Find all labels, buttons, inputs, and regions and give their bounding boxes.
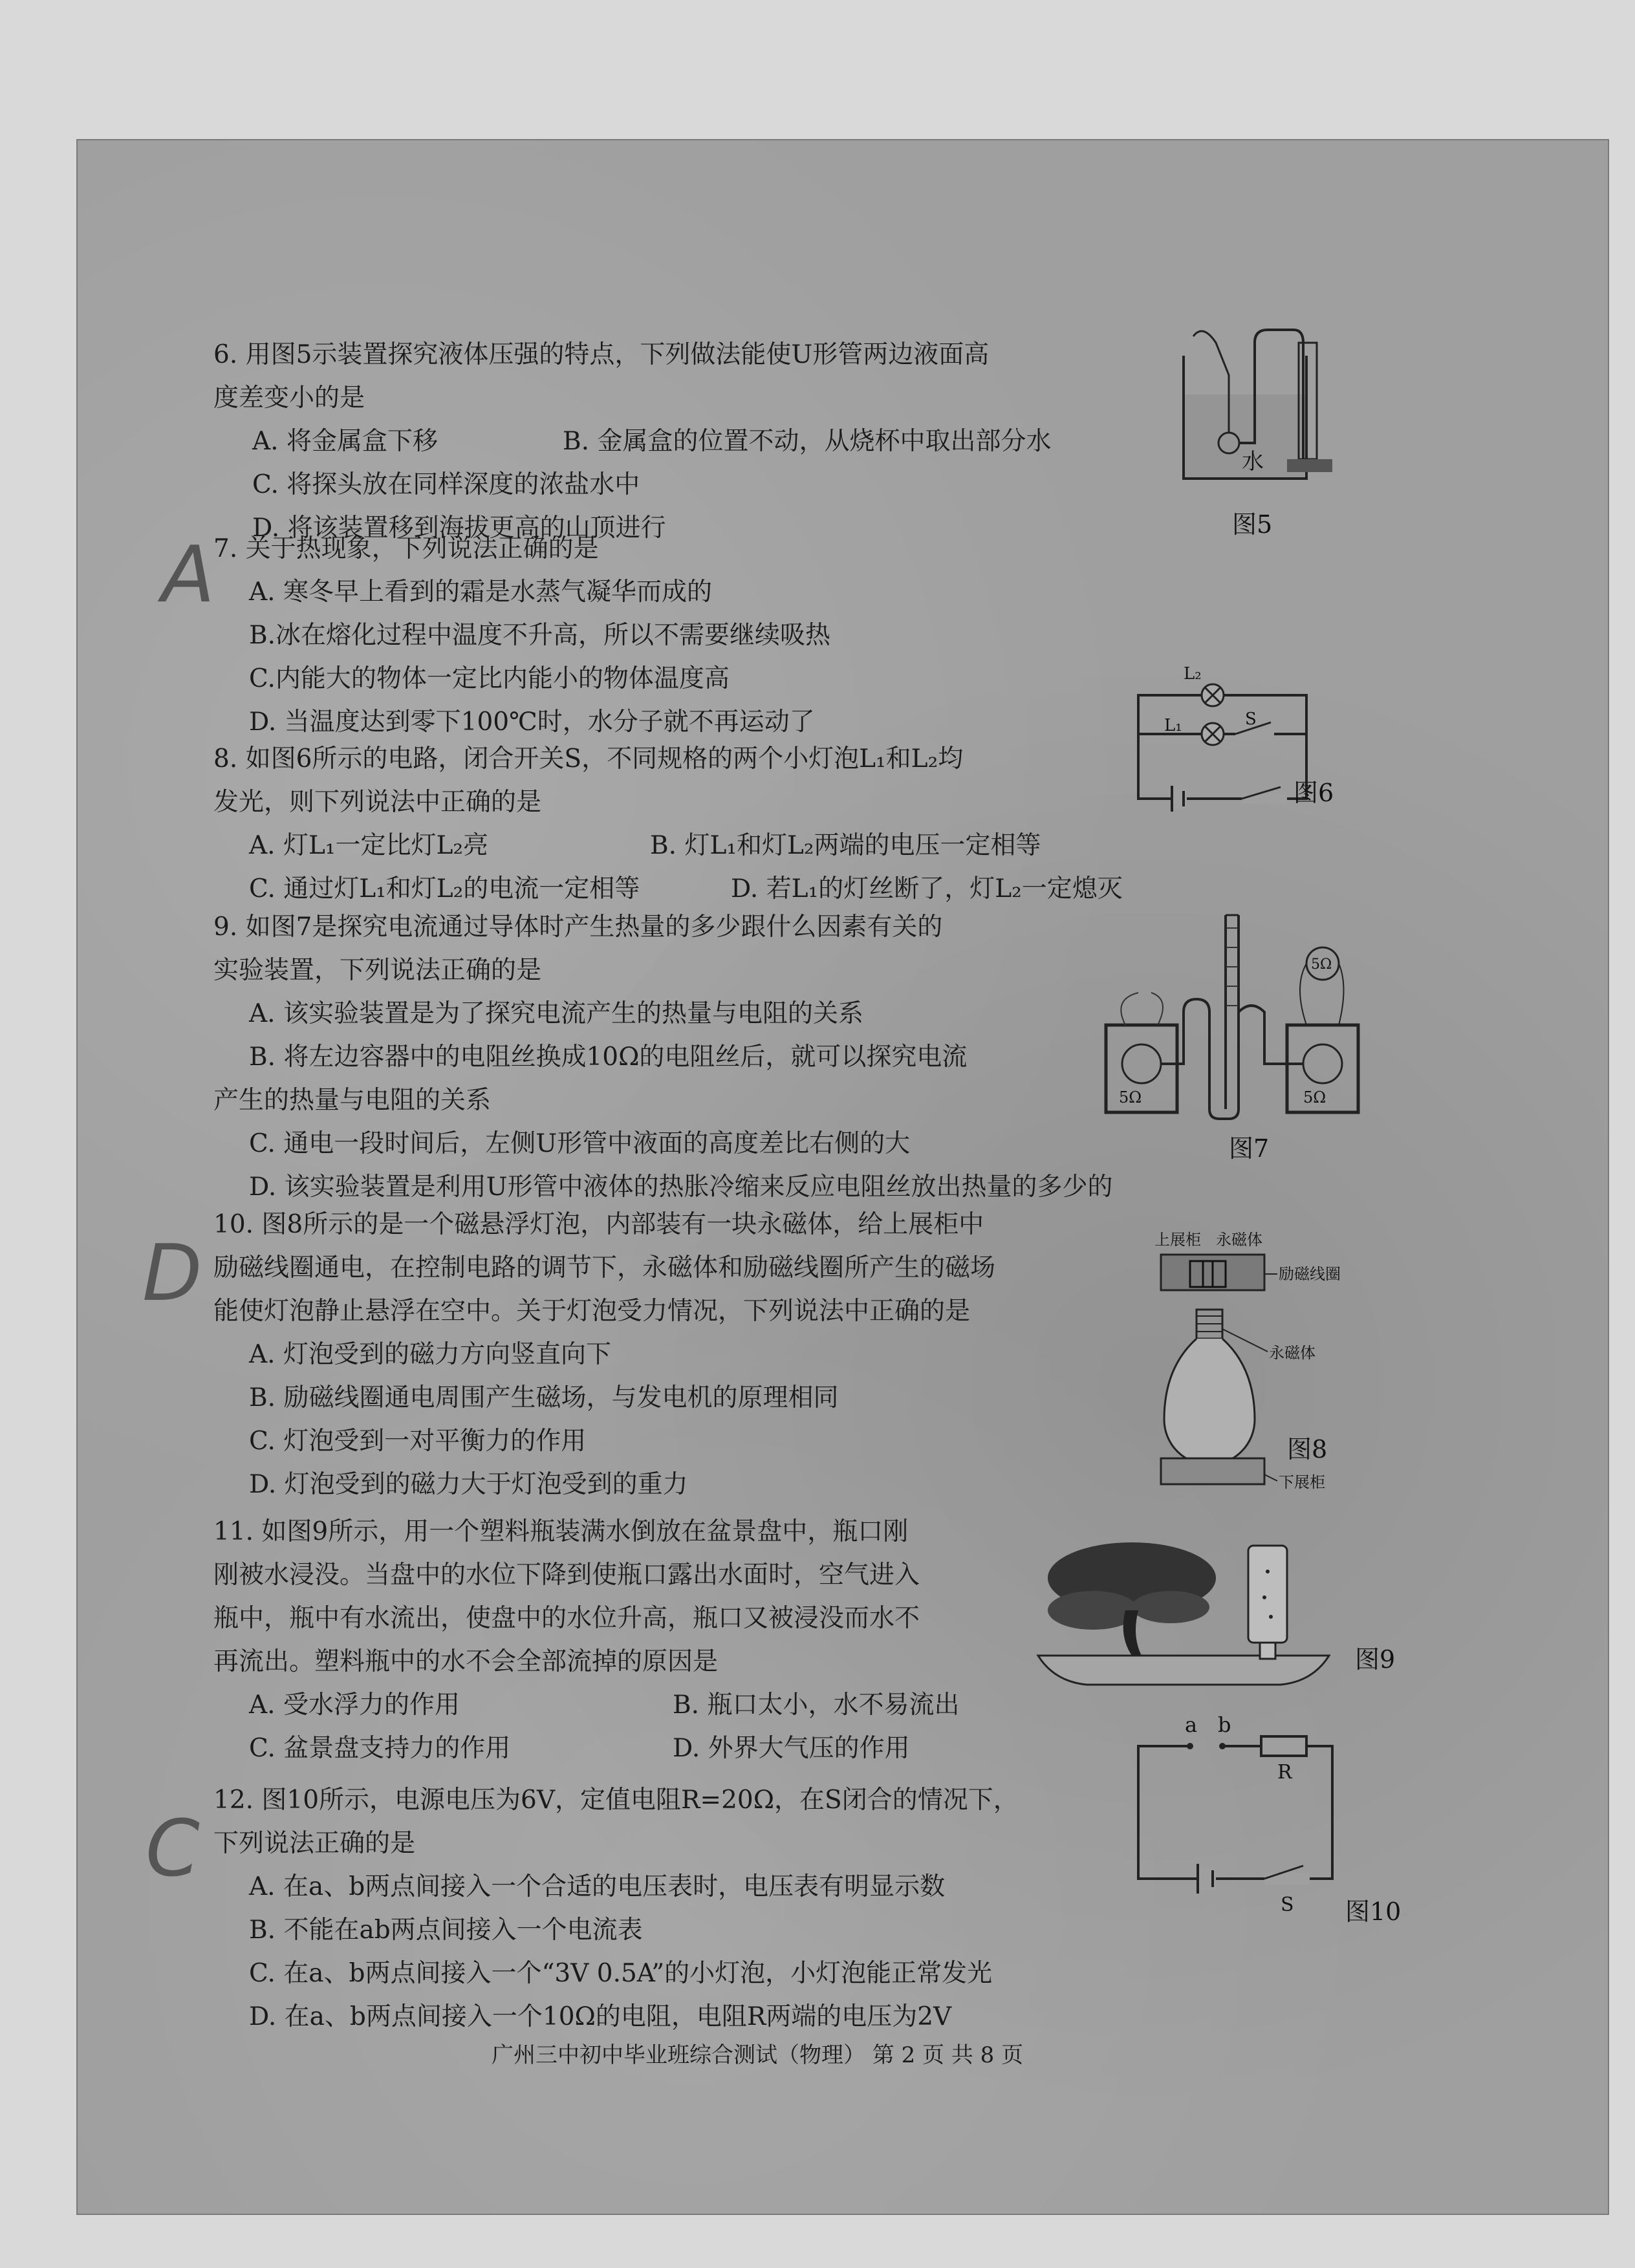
figure-6-diagram: [1125, 650, 1319, 812]
question-6: [213, 333, 1151, 550]
question-7-option-b: B.冰在熔化过程中温度不升高，所以不需要继续吸热: [249, 621, 831, 650]
figure-10-diagram: [1125, 1707, 1345, 1921]
question-12-stem-line: 下列说法正确的是: [213, 1829, 416, 1858]
question-11: [213, 1510, 1151, 1770]
question-8-option-b: B. 灯L₁和灯L₂两端的电压一定相等: [650, 831, 1041, 860]
question-6-option-a: A. 将金属盒下移: [252, 427, 438, 456]
handwritten-mark-q6: A: [162, 530, 215, 620]
figure-7-right-resistor-label: 5Ω: [1303, 1088, 1326, 1107]
figure-8-lower-cabinet-label: 下展柜: [1279, 1473, 1325, 1491]
figure-9-diagram: [1035, 1533, 1332, 1694]
figure-7-left-resistor-label: 5Ω: [1119, 1088, 1142, 1107]
question-7-option-d: D. 当温度达到零下100℃时，水分子就不再运动了: [249, 707, 815, 737]
figure-8-coil-label: 励磁线圈: [1279, 1265, 1341, 1283]
figure-10-a-label: a: [1185, 1712, 1198, 1737]
question-8-option-a: A. 灯L₁一定比灯L₂亮: [249, 831, 489, 860]
figure-10-caption: 图10: [1345, 1897, 1402, 1926]
figure-5-diagram: [1158, 317, 1345, 491]
question-11-stem-line: 瓶中，瓶中有水流出，使盘中的水位升高，瓶口又被浸没而水不: [213, 1604, 920, 1633]
question-11-option-b: B. 瓶口太小，水不易流出: [673, 1690, 960, 1720]
question-10-stem-line: 励磁线圈通电，在控制电路的调节下，永磁体和励磁线圈所产生的磁场: [213, 1253, 996, 1282]
question-10-option-d: D. 灯泡受到的磁力大于灯泡受到的重力: [249, 1470, 688, 1499]
question-8-stem-line: 8. 如图6所示的电路，闭合开关S，不同规格的两个小灯泡L₁和L₂均: [213, 744, 964, 773]
question-9: [213, 905, 1151, 1209]
figure-5-water-label: 水: [1242, 449, 1264, 475]
figure-8-magnet-top-label: 永磁体: [1216, 1231, 1262, 1249]
question-7-stem-line: 7. 关于热现象，下列说法正确的是: [213, 534, 599, 563]
question-11-stem-line: 再流出。塑料瓶中的水不会全部流掉的原因是: [213, 1647, 719, 1676]
question-11-option-a: A. 受水浮力的作用: [249, 1690, 460, 1720]
question-10-stem-line: 能使灯泡静止悬浮在空中。关于灯泡受力情况，下列说法中正确的是: [213, 1297, 971, 1326]
question-6-option-b: B. 金属盒的位置不动，从烧杯中取出部分水: [563, 427, 1052, 456]
question-11-stem-line: 11. 如图9所示，用一个塑料瓶装满水倒放在盆景盘中，瓶口刚: [213, 1517, 909, 1546]
figure-7-top-resistor-label: 5Ω: [1311, 956, 1332, 973]
question-9-option-b: B. 将左边容器中的电阻丝换成10Ω的电阻丝后，就可以探究电流: [249, 1042, 968, 1072]
question-12-option-c: C. 在a、b两点间接入一个“3V 0.5A”的小灯泡，小灯泡能正常发光: [249, 1959, 993, 1988]
question-7-option-c: C.内能大的物体一定比内能小的物体温度高: [249, 664, 730, 693]
question-8-option-d: D. 若L₁的灯丝断了，灯L₂一定熄灭: [731, 874, 1123, 903]
question-9-option-b-cont: 产生的热量与电阻的关系: [213, 1086, 492, 1115]
figure-7-diagram: [1099, 902, 1371, 1122]
handwritten-mark-q10: D: [142, 1229, 202, 1319]
figure-9-caption: 图9: [1355, 1645, 1396, 1674]
figure-6-l2-label: L₂: [1184, 664, 1202, 684]
question-10-option-a: A. 灯泡受到的磁力方向竖直向下: [249, 1340, 611, 1369]
question-10-stem-line: 10. 图8所示的是一个磁悬浮灯泡，内部装有一块永磁体，给上展柜中: [213, 1210, 984, 1239]
question-10-option-b: B. 励磁线圈通电周围产生磁场，与发电机的原理相同: [249, 1383, 839, 1412]
question-12-option-d: D. 在a、b两点间接入一个10Ω的电阻，电阻R两端的电压为2V: [249, 2002, 952, 2031]
figure-8-magnet-label: 永磁体: [1269, 1344, 1316, 1362]
question-12-option-a: A. 在a、b两点间接入一个合适的电压表时，电压表有明显示数: [249, 1872, 946, 1901]
question-11-stem-line: 刚被水浸没。当盘中的水位下降到使瓶口露出水面时，空气进入: [213, 1561, 920, 1590]
question-12: [213, 1778, 1151, 2038]
question-9-option-c: C. 通电一段时间后，左侧U形管中液面的高度差比右侧的大: [249, 1129, 911, 1158]
figure-5-caption: 图5: [1232, 510, 1273, 539]
figure-8-diagram: [1151, 1226, 1391, 1510]
figure-10-r-label: R: [1277, 1761, 1292, 1784]
figure-6-caption: 图6: [1294, 779, 1334, 807]
question-8-option-c: C. 通过灯L₁和灯L₂的电流一定相等: [249, 874, 640, 903]
question-7-option-a: A. 寒冬早上看到的霜是水蒸气凝华而成的: [249, 578, 712, 607]
question-11-option-c: C. 盆景盘支持力的作用: [249, 1734, 511, 1763]
figure-7-caption: 图7: [1229, 1134, 1270, 1163]
figure-8-upper-cabinet-label: 上展柜: [1154, 1231, 1201, 1249]
question-12-option-b: B. 不能在ab两点间接入一个电流表: [249, 1916, 643, 1945]
page-footer: 广州三中初中毕业班综合测试（物理） 第 2 页 共 8 页: [492, 2042, 1024, 2068]
handwritten-mark-q12: C: [146, 1804, 200, 1894]
question-10: [213, 1203, 1151, 1506]
question-6-stem-line: 6. 用图5示装置探究液体压强的特点，下列做法能使U形管两边液面高: [213, 340, 990, 369]
question-10-option-c: C. 灯泡受到一对平衡力的作用: [249, 1427, 587, 1456]
question-9-option-a: A. 该实验装置是为了探究电流产生的热量与电阻的关系: [249, 999, 863, 1028]
figure-6-s-label: S: [1245, 709, 1257, 729]
question-9-stem-line: 实验装置，下列说法正确的是: [213, 956, 542, 985]
figure-8-caption: 图8: [1287, 1435, 1328, 1463]
question-9-stem-line: 9. 如图7是探究电流通过导体时产生热量的多少跟什么因素有关的: [213, 913, 943, 942]
figure-6-l1-label: L₁: [1164, 716, 1182, 735]
question-8: [213, 737, 1151, 911]
question-12-stem-line: 12. 图10所示，电源电压为6V，定值电阻R=20Ω，在S闭合的情况下，: [213, 1786, 1019, 1815]
question-11-option-d: D. 外界大气压的作用: [673, 1734, 910, 1763]
question-8-stem-line: 发光，则下列说法中正确的是: [213, 788, 542, 817]
question-6-option-d: D. 将该装置移到海拔更高的山顶进行: [252, 513, 666, 543]
question-6-option-c: C. 将探头放在同样深度的浓盐水中: [252, 470, 640, 499]
question-6-stem-line: 度差变小的是: [213, 383, 365, 413]
question-9-option-d: D. 该实验装置是利用U形管中液体的热胀冷缩来反应电阻丝放出热量的多少的: [249, 1172, 1113, 1202]
figure-10-s-label: S: [1281, 1894, 1294, 1916]
question-7: [213, 527, 1151, 744]
figure-10-b-label: b: [1218, 1712, 1231, 1737]
